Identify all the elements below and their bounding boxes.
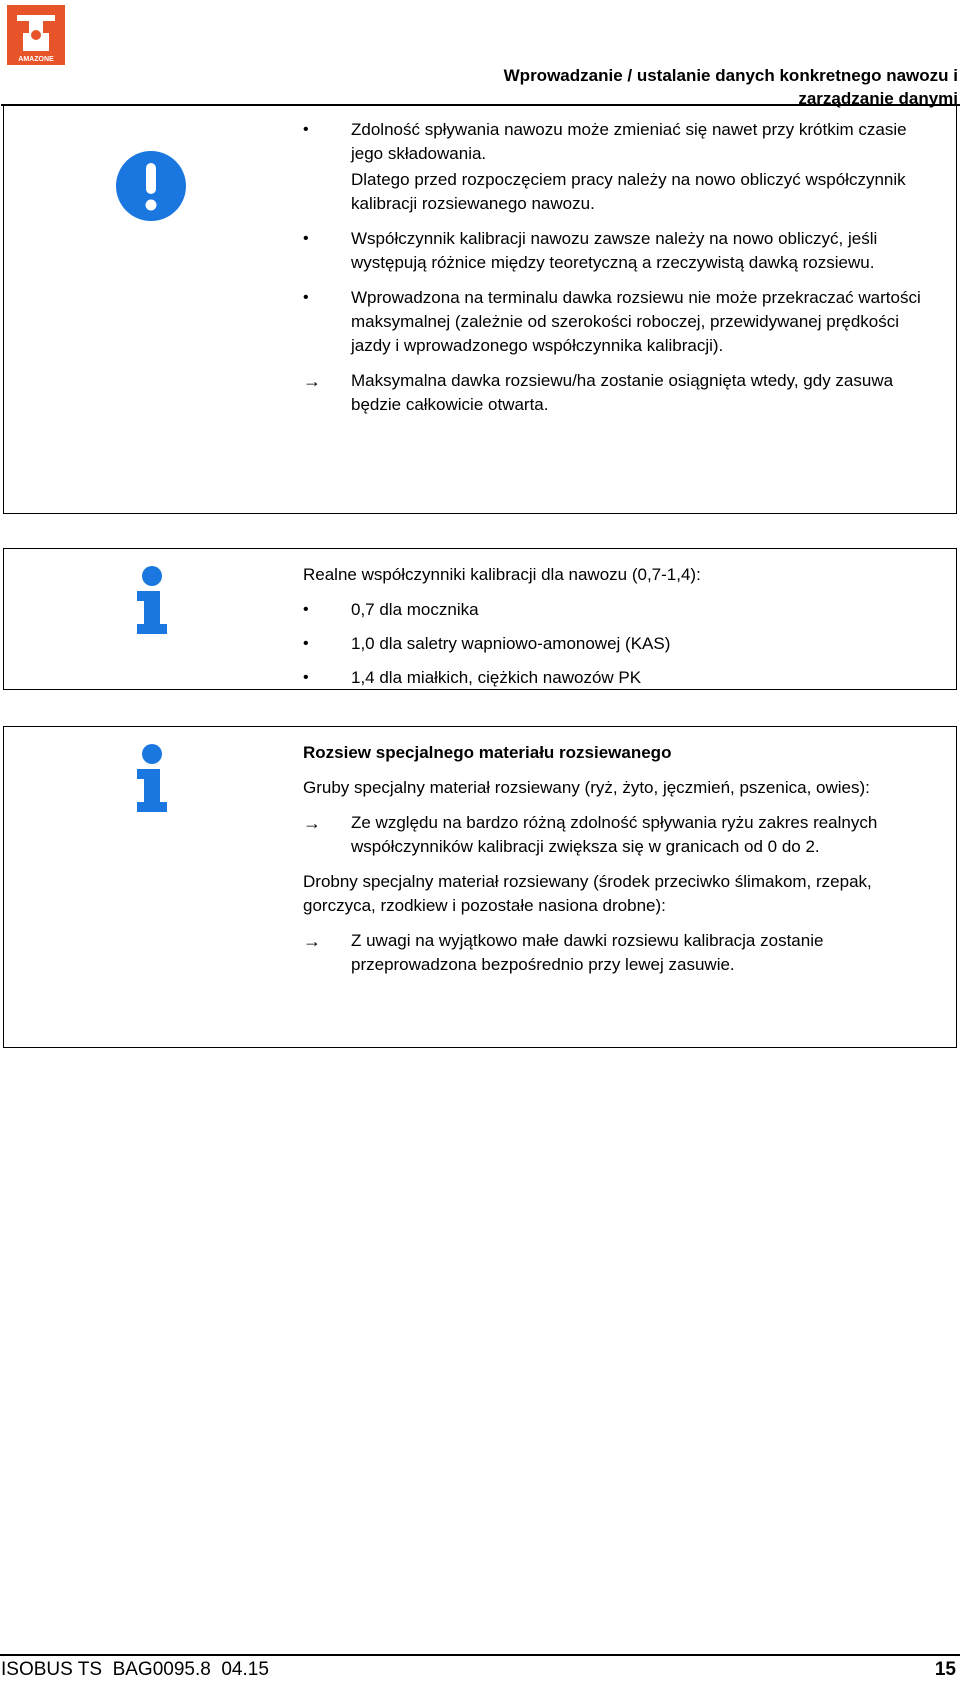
bullet-mark: • <box>303 230 309 247</box>
list-item: Dlatego przed rozpoczęciem pracy należy na nowo obliczyć współczynnik kalibracji rozsiewanego nawozu. <box>351 170 906 213</box>
page-number: 15 <box>934 1659 956 1680</box>
header-title-line1: Wprowadzanie / ustalanie danych konkretnego nawozu i <box>503 66 958 85</box>
footer-divider <box>0 1654 960 1656</box>
bullet-mark: • <box>303 635 309 652</box>
paragraph: Gruby specjalny materiał rozsiewany (ryż, żyto, jęczmień, pszenica, owies): <box>303 778 870 797</box>
list-item: • 0,7 dla mocznika <box>303 598 939 622</box>
bullet-mark: • <box>303 601 309 618</box>
arrow-mark: → <box>303 813 321 833</box>
list-item: → Z uwagi na wyjątkowo małe dawki rozsiewu kalibracja zostanie przeprowadzona bezpośrednio przy lewej zasuwie. <box>303 931 824 974</box>
list-item: • 1,0 dla saletry wapniowo-amonowej (KAS) <box>303 632 939 656</box>
info-content-calibration <box>303 563 939 700</box>
list-item: • Zdolność spływania nawozu może zmieniać się nawet przy krótkim czasie jego składowania. <box>303 120 907 163</box>
svg-text:AMAZONE: AMAZONE <box>18 56 54 63</box>
bullet-mark: • <box>303 289 309 306</box>
info-icon <box>133 566 171 634</box>
arrow-mark: → <box>303 371 321 391</box>
bullet-mark: • <box>303 121 309 138</box>
header-title-line2: zarządzanie danymi <box>798 89 958 108</box>
arrow-mark: → <box>303 931 321 951</box>
warning-content <box>303 118 939 428</box>
exclamation-icon <box>115 150 187 222</box>
list-item: • Wprowadzona na terminalu dawka rozsiewu nie może przekraczać wartości maksymalnej (zależnie od szerokości roboczej, przewidywanej prędkości jazdy i wprowadzonego współczynnika kalibracji). <box>303 288 921 355</box>
section-heading: Rozsiew specjalnego materiału rozsiewanego <box>303 743 672 762</box>
bullet-mark: • <box>303 669 309 686</box>
list-item: → Ze względu na bardzo różną zdolność spływania ryżu zakres realnych współczynników kalibracji zwiększa się w granicach od 0 do 2. <box>303 813 878 856</box>
list-item: • 1,4 dla miałkich, ciężkich nawozów PK <box>303 666 939 690</box>
paragraph: Drobny specjalny materiał rozsiewany (środek przeciwko ślimakom, rzepak, gorczyca, rzodkiew i pozostałe nasiona drobne): <box>303 872 872 915</box>
list-item: → Maksymalna dawka rozsiewu/ha zostanie osiągnięta wtedy, gdy zasuwa będzie całkowicie otwarta. <box>303 371 894 414</box>
footer-doc-id: ISOBUS TS BAG0095.8 04.15 <box>1 1659 269 1680</box>
info-intro: Realne współczynniki kalibracji dla nawozu (0,7-1,4): <box>303 565 701 584</box>
amazone-logo <box>7 5 65 65</box>
info-icon <box>133 744 171 812</box>
info-content-special-material <box>303 741 939 988</box>
list-item: • Współczynnik kalibracji nawozu zawsze należy na nowo obliczyć, jeśli występują różnice między teoretyczną a rzeczywistą dawką rozsiewu. <box>303 229 878 272</box>
